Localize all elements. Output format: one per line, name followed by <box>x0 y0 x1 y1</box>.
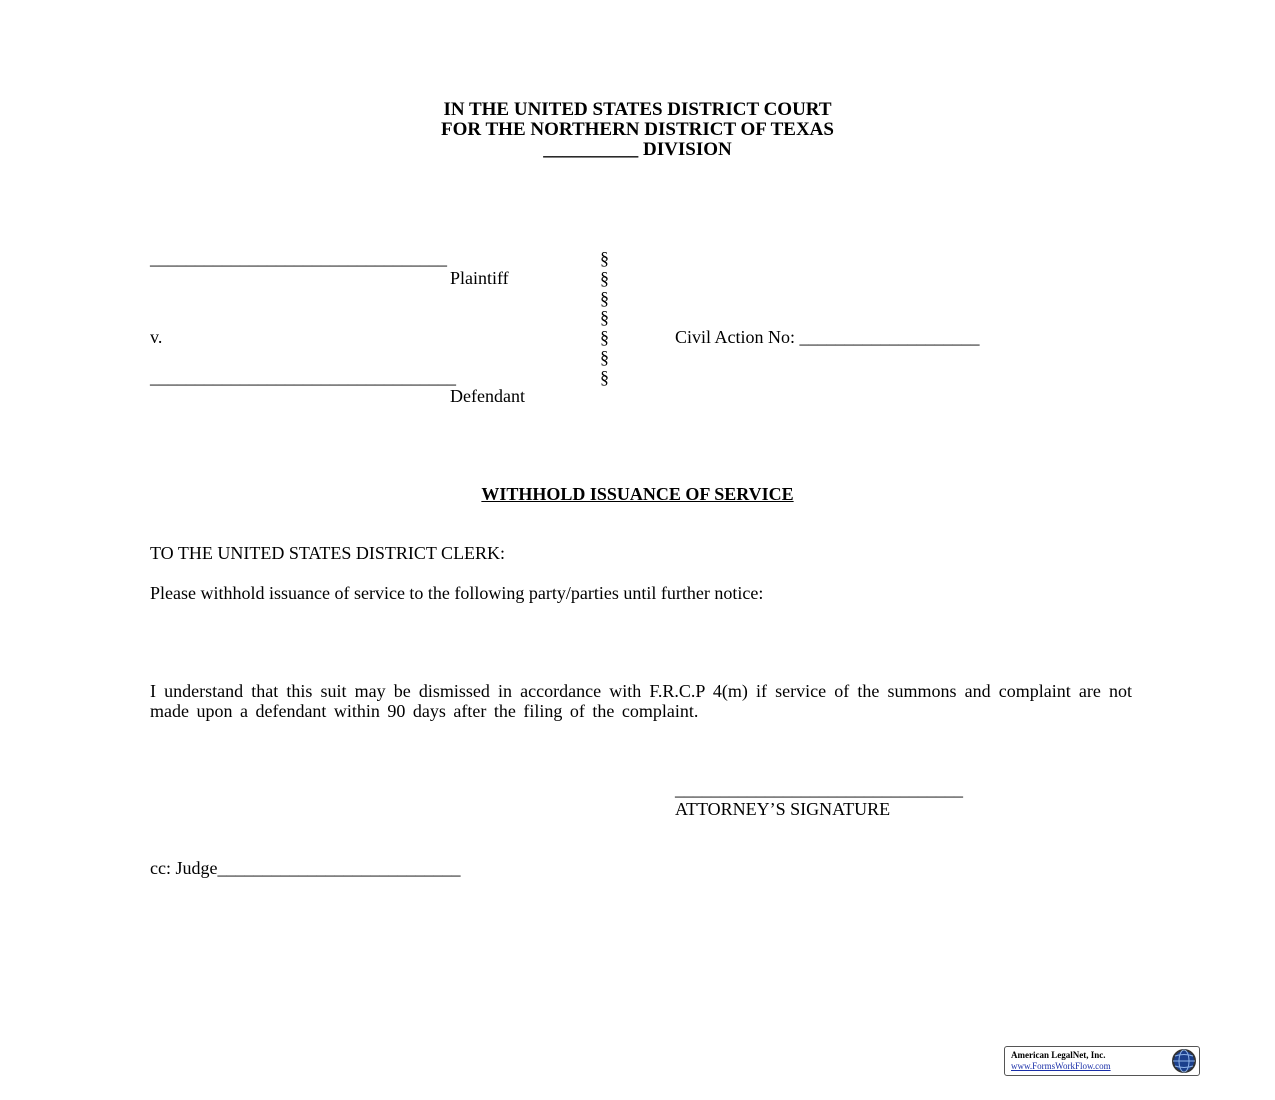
defendant-name-blank[interactable]: __________________________________ <box>150 367 456 387</box>
court-division: __________ DIVISION <box>543 139 732 160</box>
court-district: FOR THE NORTHERN DISTRICT OF TEXAS <box>441 119 834 140</box>
cc-judge-line[interactable]: cc: Judge___________________________ <box>150 858 461 878</box>
publisher-name: American LegalNet, Inc. <box>1011 1050 1106 1060</box>
section-symbol: § <box>600 248 609 268</box>
addressee-line: TO THE UNITED STATES DISTRICT CLERK: <box>150 543 506 563</box>
section-symbol: § <box>600 327 609 347</box>
versus-label: v. <box>150 327 163 347</box>
document-title: WITHHOLD ISSUANCE OF SERVICE <box>481 484 794 504</box>
plaintiff-name-blank[interactable]: _________________________________ <box>150 248 447 268</box>
section-symbol: § <box>600 268 609 288</box>
dismissal-statement: I understand that this suit may be dismissed in accordance with F.R.C.P 4(m) if service of the summons and complaint are not made upon a defendant within 90 days after the filing of the complaint. <box>150 681 1132 721</box>
defendant-label: Defendant <box>450 386 525 406</box>
section-symbol: § <box>600 347 609 367</box>
civil-action-number[interactable]: Civil Action No: ____________________ <box>675 327 980 347</box>
signature-label: ATTORNEY’S SIGNATURE <box>675 799 891 819</box>
plaintiff-label: Plaintiff <box>450 268 509 288</box>
withhold-request: Please withhold issuance of service to the following party/parties until further notice: <box>150 583 764 603</box>
signature-line[interactable]: ________________________________ <box>675 779 963 799</box>
section-symbol: § <box>600 288 609 308</box>
section-symbol: § <box>600 367 609 387</box>
section-symbol: § <box>600 307 609 327</box>
publisher-badge[interactable] <box>1004 1046 1200 1076</box>
court-header <box>0 100 1275 160</box>
globe-logo-icon <box>1171 1048 1197 1074</box>
publisher-link[interactable]: www.FormsWorkFlow.com <box>1011 1061 1111 1071</box>
court-name: IN THE UNITED STATES DISTRICT COURT <box>443 99 832 120</box>
